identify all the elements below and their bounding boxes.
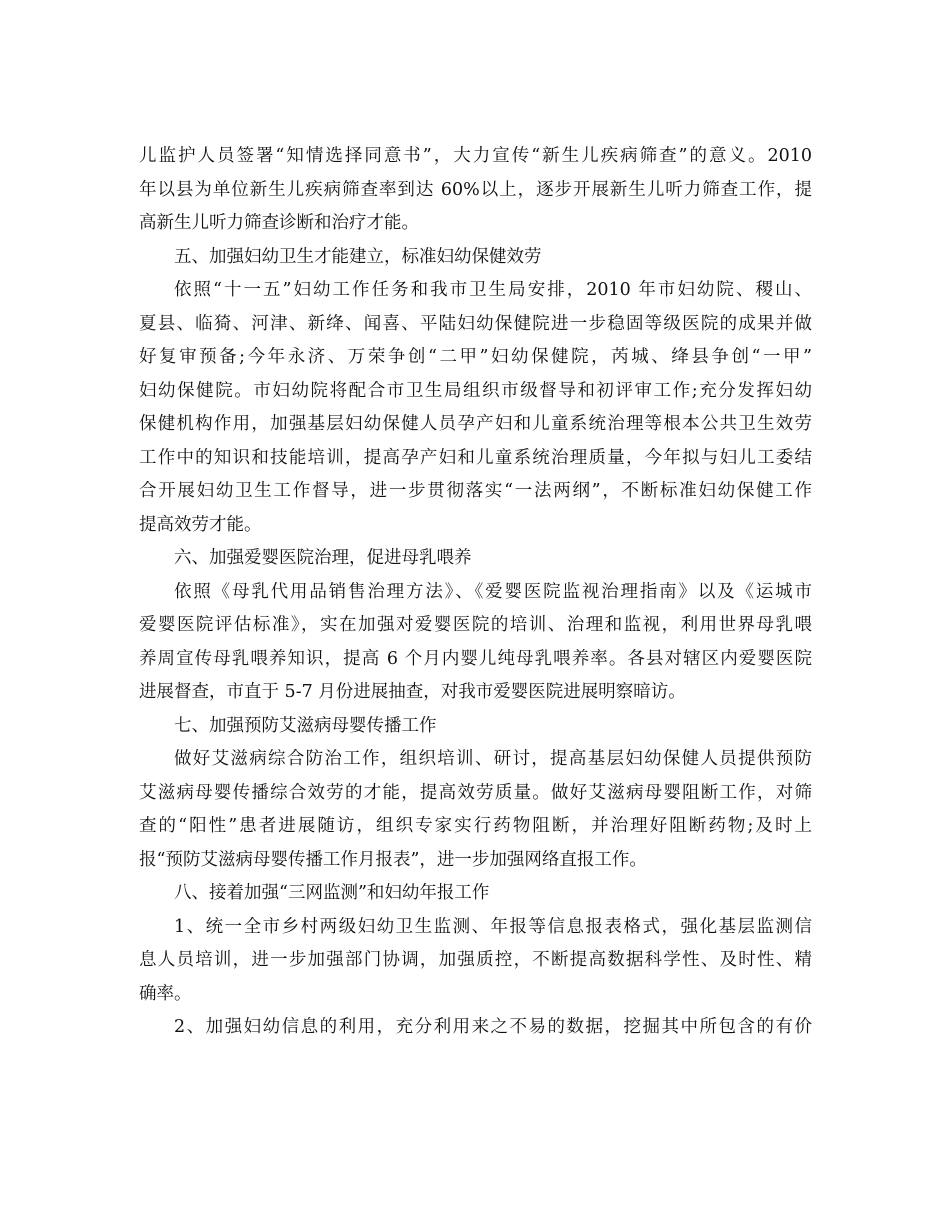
text-line: 妇幼保健院。市妇幼院将配合市卫生局组织市级督导和初评审工作;充分发挥妇幼: [139, 380, 812, 401]
text-line: 七、加强预防艾滋病母婴传播工作: [174, 715, 437, 736]
text-line: 2、加强妇幼信息的利用，充分利用来之不易的数据，挖掘其中所包含的有价: [174, 1017, 812, 1037]
text-line: 六、加强爱婴医院治理，促进母乳喂养: [174, 548, 472, 568]
text-line: 报“预防艾滋病母婴传播工作月报表”，进一步加强网络直报工作。: [139, 849, 647, 870]
text-line: 进展督查，市直于 5-7 月份进展抽查，对我市爱婴医院进展明察暗访。: [139, 682, 686, 702]
text-line: 确率。: [139, 983, 192, 1004]
text-line: 查的“阳性”患者进展随访，组织专家实行药物阻断，并治理好阻断药物;及时上: [139, 816, 812, 836]
text-line: 合开展妇幼卫生工作督导，进一步贯彻落实“一法两纲”，不断标准妇幼保健工作: [139, 481, 812, 501]
text-line: 养周宣传母乳喂养知识，提高 6 个月内婴儿纯母乳喂养率。各县对辖区内爱婴医院: [139, 648, 812, 669]
text-line: 年以县为单位新生儿疾病筛查率到达 60%以上，逐步开展新生儿听力筛查工作，提: [139, 179, 812, 200]
text-line: 工作中的知识和技能培训，提高孕产妇和儿童系统治理质量，今年拟与妇儿工委结: [139, 447, 812, 468]
text-line: 儿监护人员签署“知情选择同意书”，大力宣传“新生儿疾病筛查”的意义。2010: [139, 146, 812, 166]
text-line: 艾滋病母婴传播综合效劳的才能，提高效劳质量。做好艾滋病母婴阻断工作，对筛: [139, 782, 812, 803]
text-line: 提高效劳才能。: [139, 514, 262, 535]
text-line: 1、统一全市乡村两级妇幼卫生监测、年报等信息报表格式，强化基层监测信: [174, 916, 812, 937]
text-line: 息人员培训，进一步加强部门协调，加强质控，不断提高数据科学性、及时性、精: [139, 950, 812, 970]
text-line: 夏县、临猗、河津、新绛、闻喜、平陆妇幼保健院进一步稳固等级医院的成果并做: [139, 313, 812, 334]
text-line: 依照“十一五”妇幼工作任务和我市卫生局安排，2010 年市妇幼院、稷山、: [174, 280, 812, 300]
text-line: 保健机构作用，加强基层妇幼保健人员孕产妇和儿童系统治理等根本公共卫生效劳: [139, 414, 812, 434]
text-line: 做好艾滋病综合防治工作，组织培训、研讨，提高基层妇幼保健人员提供预防: [174, 749, 812, 769]
text-line: 爱婴医院评估标准》，实在加强对爱婴医院的培训、治理和监视，利用世界母乳喂: [139, 615, 812, 635]
text-line: 五、加强妇幼卫生才能建立，标准妇幼保健效劳: [174, 246, 542, 267]
text-line: 高新生儿听力筛查诊断和治疗才能。: [139, 213, 419, 233]
text-line: 依照《母乳代用品销售治理方法》、《爱婴医院监视治理指南》以及《运城市: [174, 581, 812, 602]
text-line: 好复审预备;今年永济、万荣争创“二甲”妇幼保健院，芮城、绛县争创“一甲”: [139, 347, 812, 367]
document-body: [139, 140, 812, 1045]
text-line: 八、接着加强“三网监测”和妇幼年报工作: [174, 883, 490, 903]
